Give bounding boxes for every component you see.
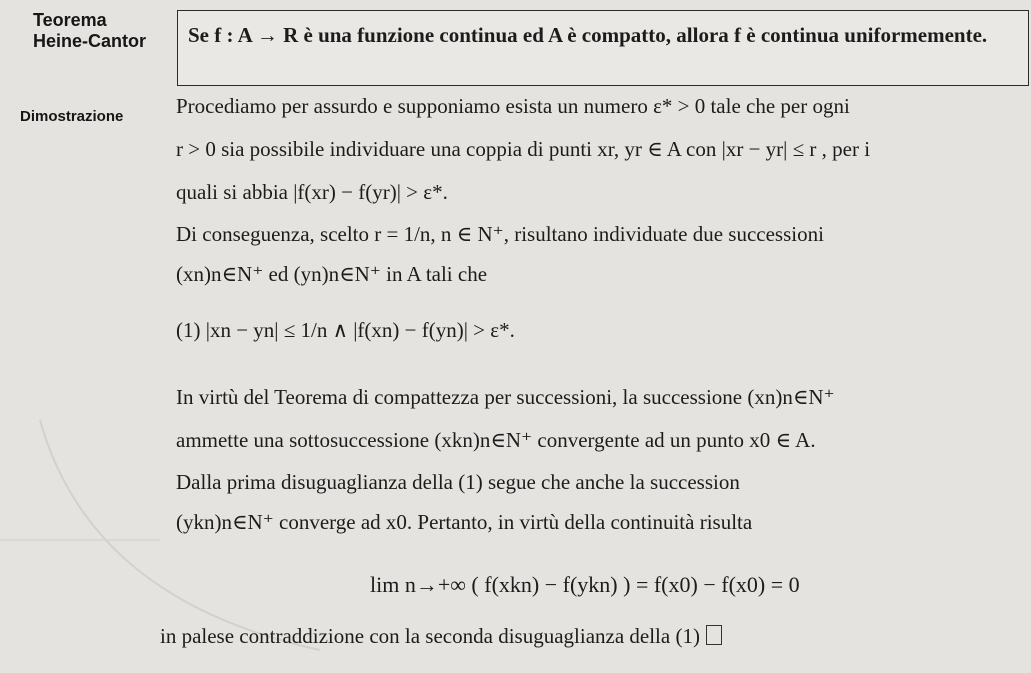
- proof-line-3: quali si abbia |f(xr) − f(yr)| > ε*.: [176, 180, 448, 204]
- proof-line-6: (1) |xn − yn| ≤ 1/n ∧ |f(xn) − f(yn)| > ε*.: [176, 318, 515, 342]
- proof-line-5: (xn)n∈N⁺ ed (yn)n∈N⁺ in A tali che: [176, 262, 488, 286]
- limit-equation: lim n→+∞ ( f(xkn) − f(ykn) ) = f(x0) − f(x0) = 0: [370, 572, 800, 597]
- proof-line-2: r > 0 sia possibile individuare una coppia di punti xr, yr ∈ A con |xr − yr| ≤ r , per i: [176, 137, 871, 161]
- proof-line-8: ammette una sottosuccessione (xkn)n∈N⁺ convergente ad un punto x0 ∈ A.: [176, 428, 816, 452]
- proof-line-12: in palese contraddizione con la seconda disuguaglianza della (1): [160, 624, 700, 648]
- theorem-statement-box: [177, 10, 1029, 86]
- theorem-label-line1: Teorema: [33, 10, 107, 30]
- proof-label: Dimostrazione: [20, 108, 124, 125]
- proof-line-7: In virtù del Teorema di compattezza per successioni, la successione (xn)n∈N⁺: [176, 385, 835, 409]
- proof-line-10: (ykn)n∈N⁺ converge ad x0. Pertanto, in virtù della continuità risulta: [176, 510, 753, 534]
- proof-line-9: Dalla prima disuguaglianza della (1) segue che anche la succession: [176, 470, 740, 494]
- proof-conclusion: [160, 624, 722, 649]
- theorem-label-line2: Heine-Cantor: [33, 31, 147, 51]
- theorem-statement: Se f : A → R è una funzione continua ed A è compatto, allora f è continua uniformemente.: [188, 23, 988, 47]
- proof-line-4: Di conseguenza, scelto r = 1/n, n ∈ N⁺, risultano individuate due successioni: [176, 222, 824, 246]
- proof-line-1: Procediamo per assurdo e supponiamo esista un numero ε* > 0 tale che per ogni: [176, 94, 850, 118]
- theorem-label: [33, 10, 146, 52]
- qed-square-icon: [706, 625, 722, 645]
